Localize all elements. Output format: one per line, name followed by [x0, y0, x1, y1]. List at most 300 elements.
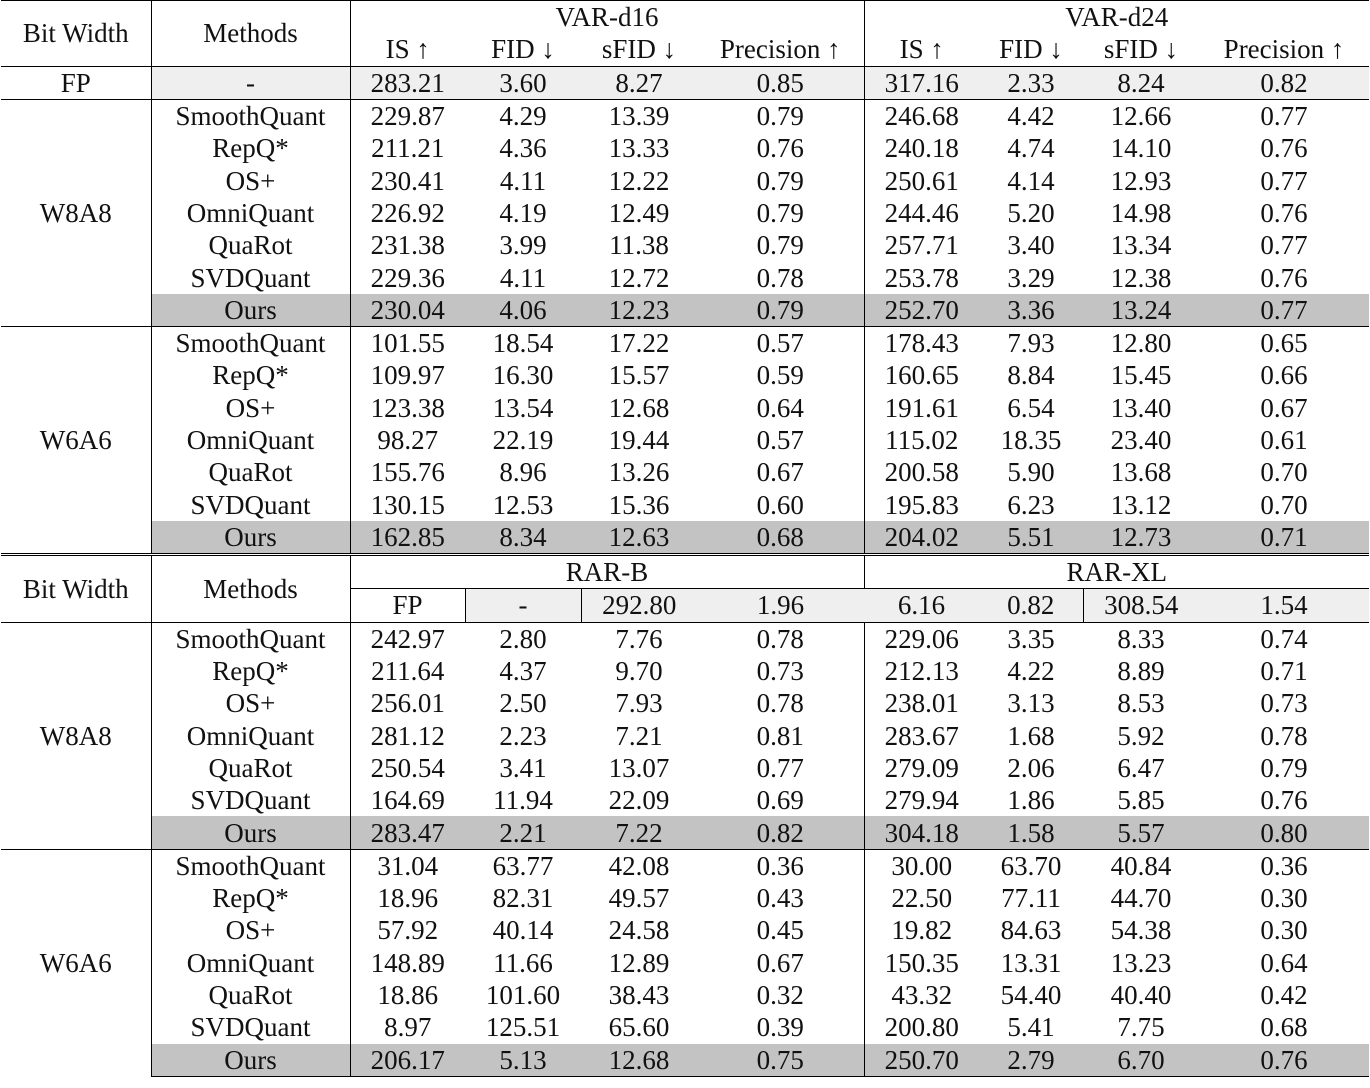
metric-cell: 229.06 [864, 622, 979, 655]
metric-cell: 279.94 [884, 785, 959, 816]
metric-cell: 109.97 [370, 360, 445, 391]
method-cell: SmoothQuant [151, 622, 350, 655]
metric-header: IS ↑ [385, 34, 430, 65]
model-header: VAR-d24 [864, 1, 1369, 34]
method-cell: QuaRot [151, 979, 350, 1011]
metric-cell: 200.80 [884, 1012, 959, 1043]
metric-cell: 0.65 [1199, 326, 1369, 359]
metric-cell: 155.76 [370, 457, 445, 488]
metric-cell: 0.77 [1260, 165, 1308, 196]
method-row [1, 197, 1369, 229]
metric-cell: 12.80 [1083, 326, 1199, 359]
metric-cell: 6.23 [1007, 489, 1055, 520]
metric-cell: 200.58 [884, 457, 959, 488]
metric-cell: 0.81 [697, 720, 864, 752]
metric-cell: 13.12 [1110, 489, 1172, 520]
metric-cell: 8.33 [1083, 622, 1199, 655]
metric-cell: 123.38 [370, 392, 445, 423]
metric-cell: 5.51 [979, 521, 1083, 555]
metric-cell: 0.82 [697, 816, 864, 849]
metric-cell: 256.01 [370, 688, 445, 719]
method-cell: SmoothQuant [151, 326, 350, 359]
method-cell: OS+ [151, 392, 350, 424]
metric-cell: 12.68 [608, 392, 670, 423]
bit-width-cell: FP [350, 589, 465, 622]
method-cell: Ours [151, 521, 350, 555]
metric-cell: 162.85 [350, 521, 465, 555]
bit-width-cell: FP [1, 66, 151, 99]
metric-cell: 8.89 [1117, 656, 1165, 687]
metric-cell: 283.67 [884, 720, 959, 751]
metric-cell: 11.38 [609, 230, 669, 261]
metric-cell: 6.70 [1083, 1044, 1199, 1077]
metric-cell: 115.02 [885, 425, 959, 455]
metric-cell: 12.73 [1083, 521, 1199, 555]
metric-cell: 250.61 [884, 165, 959, 196]
metric-cell: 0.71 [1260, 656, 1308, 687]
metric-cell: 2.80 [465, 622, 581, 655]
metric-cell: 0.76 [697, 132, 864, 164]
metric-header: sFID ↓ [601, 34, 677, 65]
metric-cell: 0.66 [1260, 360, 1308, 391]
metric-cell: 9.70 [615, 656, 663, 687]
metric-cell: 19.82 [891, 915, 953, 946]
metric-cell: 204.02 [864, 521, 979, 555]
metric-cell: 283.47 [350, 816, 465, 849]
metric-cell: 0.75 [697, 1044, 864, 1077]
metric-cell: 77.11 [1001, 883, 1061, 914]
method-row [1, 622, 1369, 655]
metric-cell: 5.57 [1083, 816, 1199, 849]
metric-cell: 0.85 [697, 66, 864, 99]
method-row [1, 359, 1369, 391]
metric-cell: 5.85 [1117, 785, 1165, 816]
metric-cell: 148.89 [370, 947, 445, 978]
metric-cell: 0.68 [1260, 1012, 1308, 1043]
metric-cell: 17.22 [581, 326, 697, 359]
metric-cell: 0.79 [697, 229, 864, 261]
metric-cell: 4.29 [465, 99, 581, 132]
metric-cell: 3.60 [465, 66, 581, 99]
metric-cell: 178.43 [864, 326, 979, 359]
metric-cell: 0.78 [697, 622, 864, 655]
metric-cell: 244.46 [884, 197, 959, 228]
metric-cell: 13.54 [492, 392, 554, 423]
methods-header: Methods [151, 555, 350, 623]
metric-cell: 4.11 [499, 165, 547, 196]
metric-cell: 0.61 [1260, 425, 1308, 455]
metric-cell: 82.31 [492, 883, 554, 914]
metric-cell: 0.67 [1260, 392, 1308, 423]
metric-cell: 5.13 [465, 1044, 581, 1077]
metric-cell: 0.77 [1260, 230, 1308, 261]
metric-cell: 226.92 [370, 197, 445, 228]
metric-cell: 13.33 [608, 133, 670, 164]
method-row [1, 979, 1369, 1011]
metric-cell: 8.53 [1117, 688, 1165, 719]
header-row [1, 555, 1369, 589]
method-cell: SmoothQuant [151, 849, 350, 882]
metric-cell: 13.39 [581, 99, 697, 132]
metric-cell: 84.63 [1000, 915, 1062, 946]
metric-header: FID ↓ [999, 34, 1063, 65]
metric-cell: 12.68 [581, 1044, 697, 1077]
metric-cell: 101.60 [485, 980, 561, 1011]
metric-cell: 229.87 [350, 99, 465, 132]
method-row [1, 655, 1369, 687]
metric-cell: 0.80 [1199, 816, 1369, 849]
method-row [1, 229, 1369, 261]
method-row [1, 424, 1369, 456]
metric-cell: 0.69 [697, 784, 864, 816]
metric-cell: 257.71 [884, 230, 959, 261]
metric-cell: 12.53 [492, 489, 554, 520]
metric-cell: 54.40 [1000, 980, 1062, 1011]
method-cell: RepQ* [151, 655, 350, 687]
metric-cell: 12.23 [581, 294, 697, 327]
method-row [1, 326, 1369, 359]
metric-cell: 98.27 [377, 425, 439, 455]
method-cell: SmoothQuant [151, 99, 350, 132]
metric-cell: 281.12 [370, 720, 445, 751]
metric-cell: 16.30 [492, 360, 554, 391]
metric-cell: 2.50 [499, 688, 547, 719]
metric-cell: 0.45 [697, 914, 864, 946]
model-header: RAR-B [350, 555, 864, 589]
method-cell: QuaRot [151, 456, 350, 488]
metric-cell: 0.76 [1260, 785, 1308, 816]
metric-cell: 0.82 [979, 589, 1083, 622]
metric-cell: 11.66 [493, 947, 553, 978]
ours-row [1, 816, 1369, 849]
metric-cell: 30.00 [864, 849, 979, 882]
metric-cell: 18.86 [377, 980, 439, 1011]
metric-cell: 2.23 [499, 720, 547, 751]
method-row [1, 456, 1369, 488]
metric-cell: 38.43 [608, 980, 670, 1011]
metric-cell: 12.49 [608, 197, 670, 228]
metric-cell: 0.59 [697, 359, 864, 391]
metric-cell: 7.22 [581, 816, 697, 849]
metric-cell: 18.96 [377, 883, 439, 914]
metric-cell: 65.60 [608, 1012, 670, 1043]
method-cell: SVDQuant [151, 1011, 350, 1043]
metric-cell: 0.76 [1260, 262, 1308, 293]
method-row [1, 164, 1369, 196]
metric-cell: 40.14 [492, 915, 554, 946]
method-cell: OmniQuant [151, 947, 350, 979]
header-row [1, 1, 1369, 34]
metric-cell: 8.96 [499, 457, 547, 488]
metric-cell: 246.68 [864, 99, 979, 132]
metric-cell: 1.86 [1007, 785, 1055, 816]
metric-cell: 250.54 [370, 752, 445, 783]
method-cell: SVDQuant [151, 784, 350, 816]
metric-cell: 0.64 [697, 392, 864, 424]
metric-cell: 7.75 [1117, 1012, 1165, 1043]
method-cell: QuaRot [151, 752, 350, 784]
metric-cell: 125.51 [485, 1012, 561, 1043]
metric-cell: 0.71 [1199, 521, 1369, 555]
metric-cell: 250.70 [864, 1044, 979, 1077]
metric-cell: 14.98 [1110, 197, 1172, 228]
metric-cell: 304.18 [864, 816, 979, 849]
metric-cell: 0.39 [697, 1011, 864, 1043]
metric-cell: 5.20 [1007, 197, 1055, 228]
method-cell: OS+ [151, 687, 350, 719]
metric-cell: 40.84 [1083, 849, 1199, 882]
metric-cell: 13.24 [1083, 294, 1199, 327]
metric-cell: 2.06 [1007, 752, 1055, 783]
metric-cell: 8.84 [1007, 360, 1055, 391]
metric-cell: 195.83 [884, 489, 959, 520]
metric-cell: 0.77 [697, 752, 864, 784]
metric-cell: 43.32 [891, 980, 953, 1011]
metric-cell: 0.79 [697, 99, 864, 132]
metric-cell: 0.76 [1199, 1044, 1369, 1077]
metric-cell: 4.36 [499, 133, 547, 164]
metric-cell: 0.60 [697, 488, 864, 520]
metric-cell: 0.78 [697, 687, 864, 719]
metric-cell: 63.70 [979, 849, 1083, 882]
method-cell: QuaRot [151, 229, 350, 261]
metric-cell: 206.17 [350, 1044, 465, 1077]
metric-cell: 4.11 [499, 262, 547, 293]
metric-cell: 3.36 [979, 294, 1083, 327]
metric-cell: 3.99 [499, 230, 547, 261]
method-row [1, 392, 1369, 424]
metric-cell: 49.57 [608, 883, 670, 914]
metric-cell: 12.89 [608, 947, 670, 978]
metric-cell: 0.78 [697, 261, 864, 293]
method-row [1, 914, 1369, 946]
metric-cell: 2.33 [979, 66, 1083, 99]
metric-cell: 2.79 [979, 1044, 1083, 1077]
method-cell: OmniQuant [151, 720, 350, 752]
metric-cell: 191.61 [884, 392, 959, 423]
metric-cell: 238.01 [884, 688, 959, 719]
metric-cell: 0.77 [1199, 99, 1369, 132]
metric-cell: 230.41 [370, 165, 445, 196]
method-cell: RepQ* [151, 359, 350, 391]
metric-cell: 0.57 [697, 424, 864, 456]
metric-cell: 4.37 [499, 656, 547, 687]
metric-cell: 0.70 [1260, 489, 1308, 520]
metric-cell: 19.44 [608, 425, 670, 455]
bit-width-cell: W8A8 [1, 622, 151, 849]
metric-cell: 13.68 [1110, 457, 1172, 488]
metric-cell: 211.21 [371, 133, 445, 164]
method-cell: Ours [151, 1044, 350, 1077]
metric-cell: 0.76 [1260, 197, 1308, 228]
method-row [1, 1011, 1369, 1043]
metric-cell: 0.36 [1199, 849, 1369, 882]
metric-cell: 5.90 [1007, 457, 1055, 488]
method-cell: RepQ* [151, 132, 350, 164]
bit-width-cell: W8A8 [1, 99, 151, 326]
bit-width-header: Bit Width [1, 555, 151, 623]
metric-cell: 4.06 [465, 294, 581, 327]
metric-cell: 0.79 [1260, 752, 1308, 783]
method-cell: OS+ [151, 164, 350, 196]
ours-row [1, 521, 1369, 555]
metric-cell: 4.14 [1007, 165, 1055, 196]
metric-cell: 13.34 [1110, 230, 1172, 261]
metric-cell: 42.08 [581, 849, 697, 882]
metric-cell: 0.79 [697, 294, 864, 327]
metric-cell: 317.16 [864, 66, 979, 99]
metric-cell: 11.94 [493, 785, 553, 816]
metric-cell: 0.76 [1260, 133, 1308, 164]
method-cell: OS+ [151, 914, 350, 946]
metric-cell: 6.47 [1117, 752, 1165, 783]
metric-cell: 54.38 [1110, 915, 1172, 946]
metric-cell: 0.68 [697, 521, 864, 555]
method-row [1, 261, 1369, 293]
metric-cell: 252.70 [864, 294, 979, 327]
metric-cell: 240.18 [884, 133, 959, 164]
fp-row [1, 66, 1369, 99]
metric-cell: 8.24 [1083, 66, 1199, 99]
bit-width-cell: W6A6 [1, 849, 151, 1076]
metric-cell: 279.09 [884, 752, 959, 783]
metric-cell: 101.55 [350, 326, 465, 359]
metric-cell: 22.09 [608, 785, 670, 816]
metric-cell: 13.23 [1110, 947, 1172, 978]
method-row [1, 687, 1369, 719]
method-cell: Ours [151, 294, 350, 327]
metric-cell: 24.58 [608, 915, 670, 946]
model-header: VAR-d16 [350, 1, 864, 34]
metric-cell: 23.40 [1110, 425, 1172, 455]
metric-cell: 12.72 [608, 262, 670, 293]
metric-header: sFID ↓ [1103, 34, 1179, 65]
metric-cell: 0.70 [1260, 457, 1308, 488]
metric-cell: 160.65 [884, 360, 959, 391]
methods-header: Methods [151, 1, 350, 67]
metric-cell: 0.79 [697, 197, 864, 229]
metric-cell: 6.16 [864, 589, 979, 622]
metric-cell: 0.73 [1260, 688, 1308, 719]
method-row [1, 99, 1369, 132]
method-cell: SVDQuant [151, 261, 350, 293]
metric-cell: 0.82 [1199, 66, 1369, 99]
metric-cell: 5.41 [1007, 1012, 1055, 1043]
metric-cell: 1.54 [1199, 589, 1369, 622]
metric-cell: 0.73 [697, 655, 864, 687]
metric-cell: 18.54 [465, 326, 581, 359]
metric-cell: 0.36 [697, 849, 864, 882]
method-row [1, 488, 1369, 520]
metric-cell: 150.35 [884, 947, 959, 978]
results-table [1, 0, 1369, 1077]
metric-header: Precision ↑ [1223, 34, 1345, 65]
metric-cell: 1.96 [697, 589, 864, 622]
metric-cell: 4.42 [979, 99, 1083, 132]
metric-cell: 13.26 [608, 457, 670, 488]
method-cell: - [151, 66, 350, 99]
metric-cell: 5.92 [1117, 720, 1165, 751]
method-row [1, 882, 1369, 914]
metric-cell: 44.70 [1110, 883, 1172, 914]
metric-cell: 0.79 [697, 164, 864, 196]
metric-header: FID ↓ [491, 34, 555, 65]
method-row [1, 849, 1369, 882]
metric-cell: 3.35 [979, 622, 1083, 655]
method-row [1, 784, 1369, 816]
metric-cell: 12.93 [1110, 165, 1172, 196]
method-row [1, 720, 1369, 752]
metric-cell: 3.41 [499, 752, 547, 783]
metric-cell: 0.67 [697, 947, 864, 979]
metric-cell: 0.78 [1260, 720, 1308, 751]
metric-cell: 12.38 [1110, 262, 1172, 293]
method-cell: - [465, 589, 581, 622]
metric-cell: 212.13 [884, 656, 959, 687]
metric-cell: 230.04 [350, 294, 465, 327]
method-cell: OmniQuant [151, 424, 350, 456]
metric-cell: 4.19 [499, 197, 547, 228]
metric-cell: 8.34 [465, 521, 581, 555]
metric-cell: 7.21 [615, 720, 663, 751]
metric-cell: 1.58 [979, 816, 1083, 849]
metric-cell: 0.42 [1260, 980, 1308, 1011]
metric-cell: 292.80 [581, 589, 697, 622]
metric-cell: 308.54 [1083, 589, 1199, 622]
metric-cell: 7.93 [615, 688, 663, 719]
metric-cell: 13.07 [608, 752, 670, 783]
metric-cell: 40.40 [1110, 980, 1172, 1011]
metric-cell: 14.10 [1110, 133, 1172, 164]
metric-header: IS ↑ [899, 34, 944, 65]
metric-cell: 0.57 [697, 326, 864, 359]
results-table-body [1, 1, 1369, 1077]
metric-cell: 0.30 [1260, 883, 1308, 914]
ours-row [1, 294, 1369, 327]
metric-cell: 229.36 [370, 262, 445, 293]
metric-cell: 1.68 [1007, 720, 1055, 751]
metric-cell: 0.77 [1199, 294, 1369, 327]
metric-cell: 242.97 [350, 622, 465, 655]
ours-row [1, 1044, 1369, 1077]
metric-cell: 0.74 [1199, 622, 1369, 655]
metric-cell: 12.22 [608, 165, 670, 196]
metric-cell: 253.78 [884, 262, 959, 293]
metric-cell: 12.66 [1083, 99, 1199, 132]
metric-cell: 2.21 [465, 816, 581, 849]
method-cell: RepQ* [151, 882, 350, 914]
metric-cell: 18.35 [1000, 425, 1062, 455]
method-cell: SVDQuant [151, 488, 350, 520]
model-header: RAR-XL [864, 555, 1369, 589]
bit-width-cell: W6A6 [1, 326, 151, 554]
method-row [1, 752, 1369, 784]
metric-cell: 15.36 [608, 489, 670, 520]
metric-cell: 13.40 [1110, 392, 1172, 423]
metric-cell: 13.31 [1000, 947, 1062, 978]
metric-cell: 164.69 [370, 785, 445, 816]
metric-cell: 31.04 [350, 849, 465, 882]
metric-cell: 12.63 [581, 521, 697, 555]
metric-cell: 22.50 [891, 883, 953, 914]
method-cell: OmniQuant [151, 197, 350, 229]
metric-cell: 22.19 [492, 425, 554, 455]
metric-cell: 63.77 [465, 849, 581, 882]
metric-header: Precision ↑ [697, 33, 864, 66]
method-row [1, 132, 1369, 164]
metric-cell: 3.40 [1007, 230, 1055, 261]
metric-cell: 6.54 [1007, 392, 1055, 423]
